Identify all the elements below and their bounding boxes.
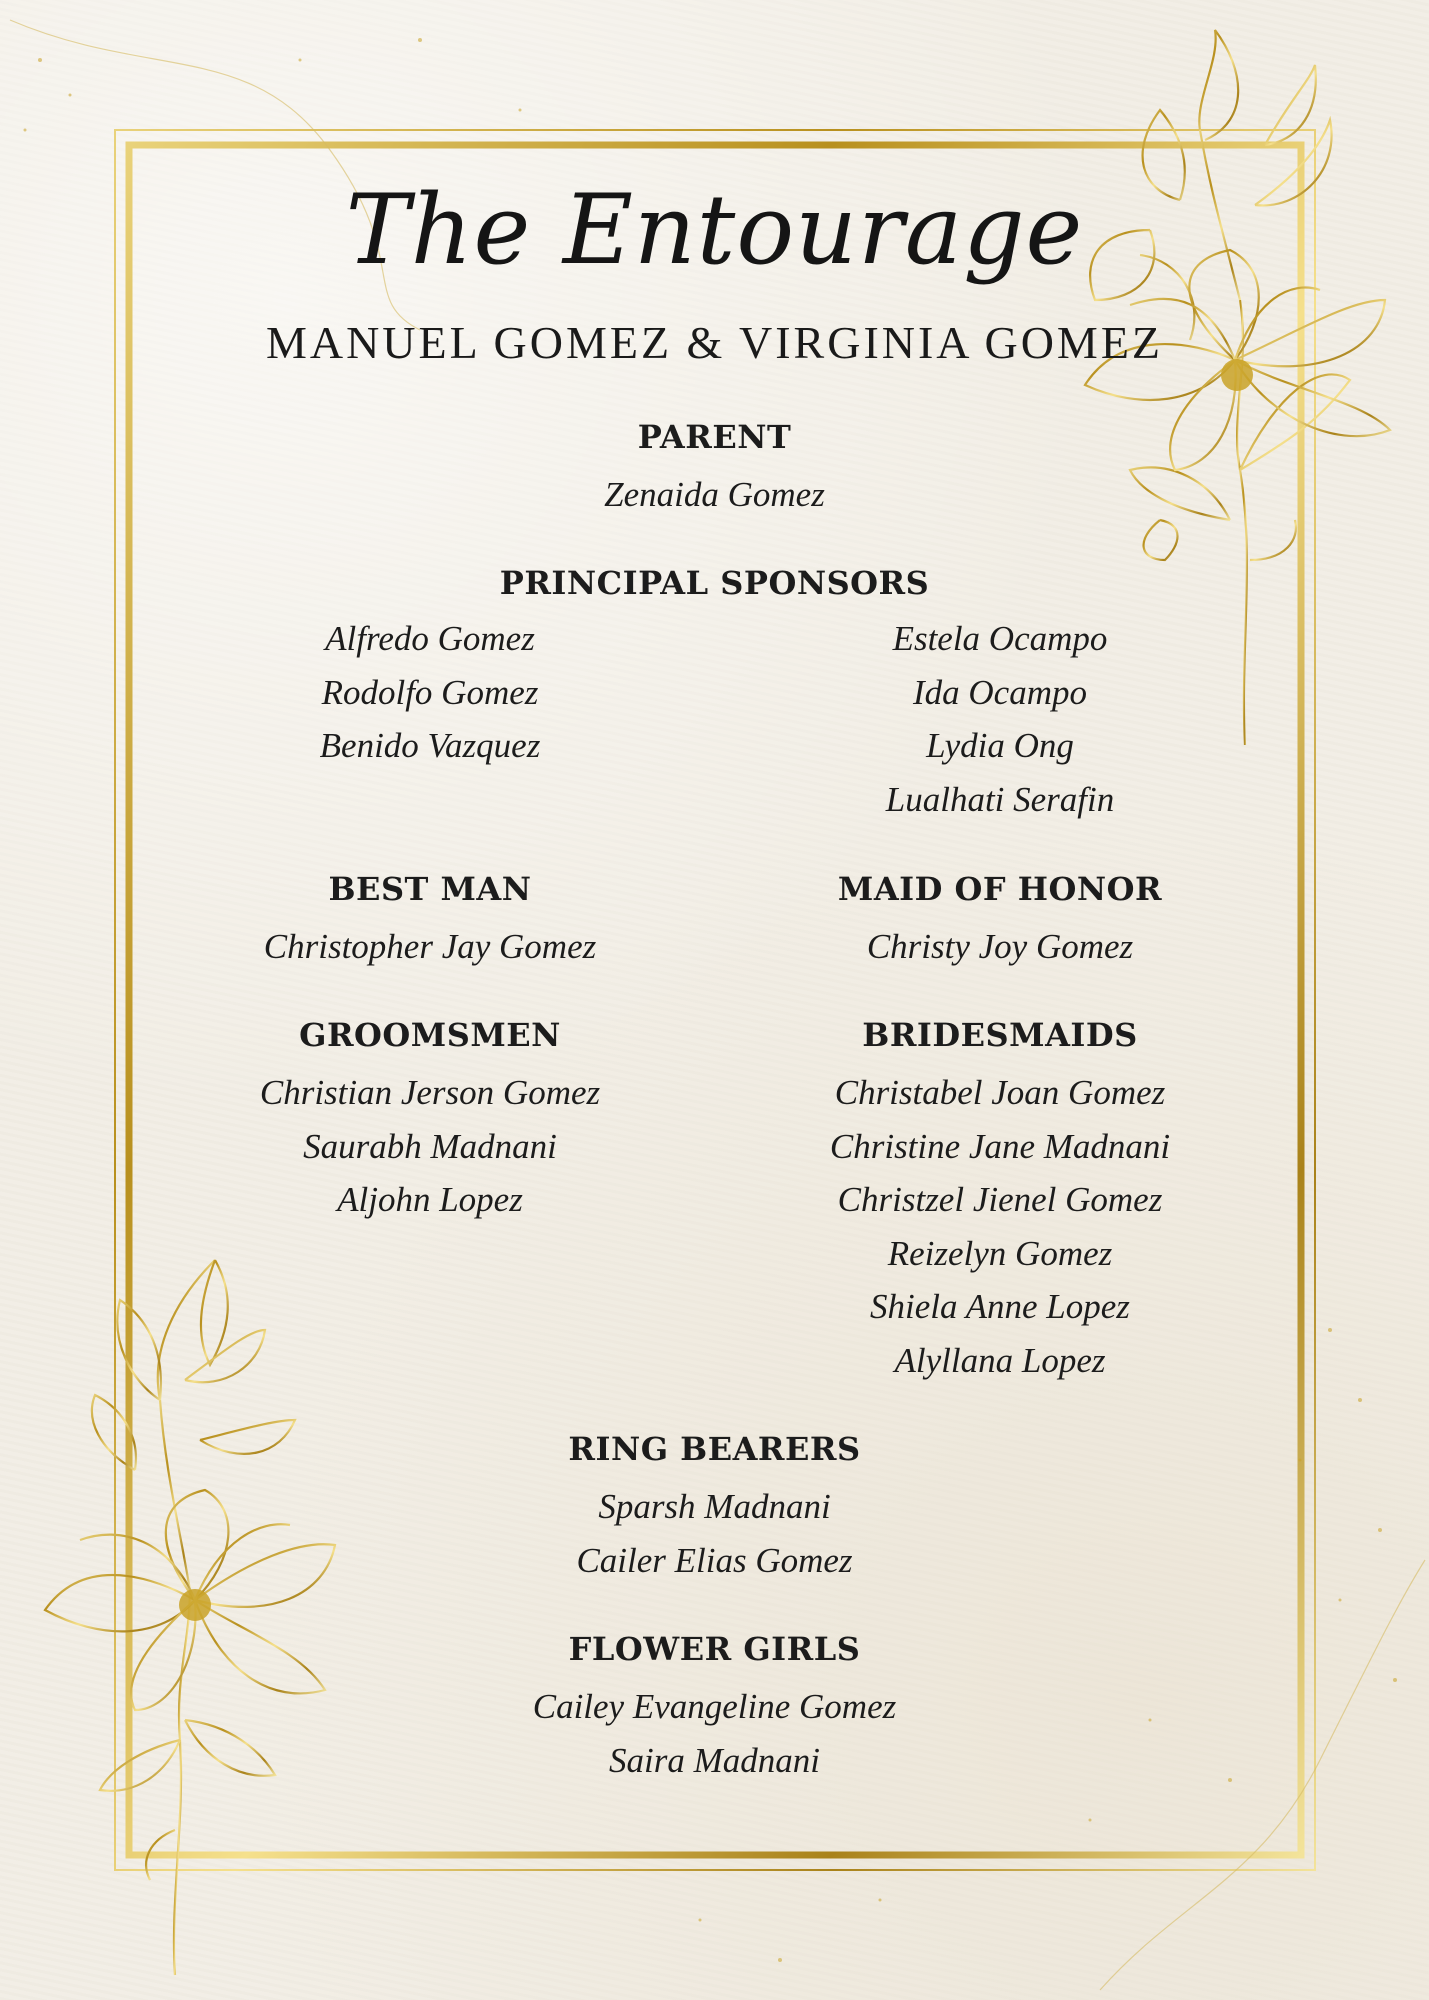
section-heading: FLOWER GIRLS xyxy=(568,1630,861,1668)
entourage-name: Alfredo Gomez xyxy=(325,619,535,658)
entourage-name: Lualhati Serafin xyxy=(885,779,1115,819)
section-best-man xyxy=(180,866,680,974)
section-ring-bearers xyxy=(0,1426,1429,1587)
section-parent xyxy=(0,414,1429,522)
section-principal-sponsors xyxy=(0,560,1429,614)
section-heading: GROOMSMEN xyxy=(299,1016,561,1054)
page-title: The Entourage xyxy=(345,174,1084,286)
flower-center-bottom-left xyxy=(179,1589,211,1621)
section-heading: MAID OF HONOR xyxy=(837,870,1163,908)
entourage-name: Zenaida Gomez xyxy=(604,475,825,514)
gold-frame-outer xyxy=(115,130,1315,1870)
principal-sponsors-right xyxy=(750,612,1250,826)
section-bridesmaids xyxy=(750,1012,1250,1387)
entourage-name: Sparsh Madnani xyxy=(598,1487,831,1526)
entourage-name: Saira Madnani xyxy=(609,1740,820,1780)
section-groomsmen xyxy=(180,1012,680,1227)
entourage-name: Benido Vazquez xyxy=(319,726,541,765)
entourage-name: Christian Jerson Gomez xyxy=(259,1073,601,1112)
section-heading: PARENT xyxy=(637,418,792,456)
entourage-name: Christzel Jienel Gomez xyxy=(837,1180,1163,1219)
entourage-name: Estela Ocampo xyxy=(892,619,1108,658)
entourage-name: Aljohn Lopez xyxy=(337,1180,523,1219)
entourage-name: Christine Jane Madnani xyxy=(829,1126,1171,1166)
entourage-name: Christabel Joan Gomez xyxy=(834,1073,1166,1112)
entourage-name: Lydia Ong xyxy=(926,726,1074,765)
section-heading: BRIDESMAIDS xyxy=(862,1016,1138,1054)
entourage-name: Christopher Jay Gomez xyxy=(263,927,597,966)
entourage-name: Christy Joy Gomez xyxy=(866,927,1134,966)
gold-frame-inner xyxy=(129,145,1301,1855)
entourage-name: Alyllana Lopez xyxy=(894,1340,1106,1380)
section-heading: PRINCIPAL SPONSORS xyxy=(499,564,930,602)
section-heading: RING BEARERS xyxy=(568,1430,861,1468)
entourage-name: Cailey Evangeline Gomez xyxy=(532,1687,897,1726)
entourage-name: Rodolfo Gomez xyxy=(321,672,539,712)
section-heading: BEST MAN xyxy=(328,870,532,908)
section-flower-girls xyxy=(0,1626,1429,1787)
entourage-name: Cailer Elias Gomez xyxy=(576,1540,853,1580)
entourage-name: Shiela Anne Lopez xyxy=(870,1287,1130,1326)
section-maid-of-honor xyxy=(750,866,1250,974)
couple-names: MANUEL GOMEZ & VIRGINIA GOMEZ xyxy=(265,317,1164,368)
entourage-name: Saurabh Madnani xyxy=(303,1126,557,1166)
entourage-name: Ida Ocampo xyxy=(913,672,1087,712)
entourage-name: Reizelyn Gomez xyxy=(887,1233,1113,1273)
principal-sponsors-left xyxy=(180,612,680,773)
